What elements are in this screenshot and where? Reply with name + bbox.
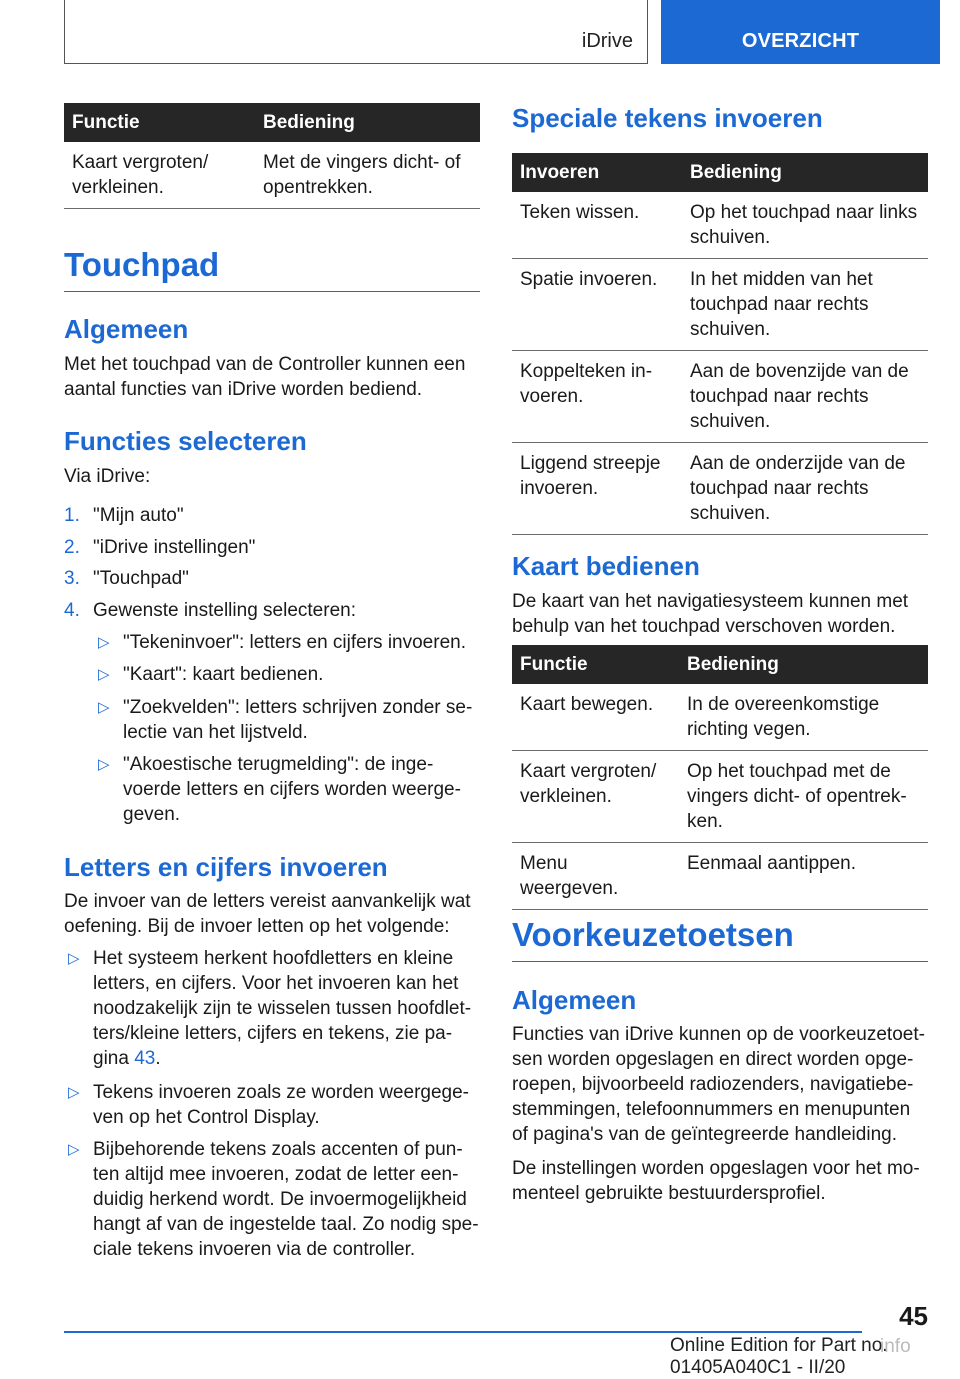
paragraph-via: Via iDrive: xyxy=(64,466,151,487)
table-header-row xyxy=(512,645,928,684)
table-cell: Op het touchpad met de vingers dicht- of opentrek- ken. xyxy=(679,751,928,843)
triangle-bullet-icon: ▷ xyxy=(68,1141,80,1158)
bullet-text: "Zoekvelden": letters schrijven zonder se- lectie van het lijstveld. xyxy=(123,697,473,743)
triangle-bullet-icon: ▷ xyxy=(68,950,80,967)
footer-site: info xyxy=(880,1336,911,1357)
table-cell: Teken wissen. xyxy=(512,192,682,259)
bullet-text-end: . xyxy=(155,1048,161,1069)
table-cell: Spatie invoeren. xyxy=(512,259,682,351)
paragraph-voorkeuze-2: De instellingen worden opgeslagen voor het mo- menteel gebruikte bestuurdersprofiel. xyxy=(512,1158,920,1204)
triangle-bullet-icon: ▷ xyxy=(98,666,110,683)
step-text: "Mijn auto" xyxy=(93,505,184,526)
table-cell: Op het touchpad naar links schuiven. xyxy=(682,192,928,259)
map-table xyxy=(512,645,928,910)
table-cell: Aan de bovenzijde van de touchpad naar rechts schuiven. xyxy=(682,351,928,443)
section-title: iDrive xyxy=(581,30,633,52)
heading-kaart-bedienen: Kaart bedienen xyxy=(512,551,700,581)
step-number: 3. xyxy=(64,568,80,589)
paragraph-algemeen: Met het touchpad van de Controller kunnen een aantal functies van iDrive worden bediend. xyxy=(64,354,466,400)
step-number: 2. xyxy=(64,537,80,558)
table-header-cell: Functie xyxy=(64,103,255,142)
bullet-text: Tekens invoeren zoals ze worden weergege- ven op het Control Display. xyxy=(93,1082,469,1128)
tab-overzicht-label: OVERZICHT xyxy=(741,30,860,52)
bullet-text: "Akoestische terugmelding": de inge- voerde letters en cijfers worden weerge- geven. xyxy=(123,754,461,825)
table-row xyxy=(512,351,928,443)
triangle-bullet-icon: ▷ xyxy=(68,1084,80,1101)
page-number: 45 xyxy=(899,1301,928,1331)
table-header-cell: Invoeren xyxy=(512,153,682,192)
table-row xyxy=(512,443,928,535)
table-row xyxy=(64,142,480,209)
step-text: Gewenste instelling selecteren: xyxy=(93,600,356,621)
paragraph-kaart: De kaart van het navigatiesysteem kunnen met behulp van het touchpad verschoven worden. xyxy=(512,591,909,637)
table-cell: Liggend streepje invoeren. xyxy=(512,443,682,535)
step-number: 4. xyxy=(64,600,80,621)
table-row xyxy=(512,751,928,843)
table-cell: In de overeenkomstige richting vegen. xyxy=(679,684,928,751)
bullet-text: Bijbehorende tekens zoals accenten of pun- ten altijd mee invoeren, zodat de letter een- duidig herkend wordt. De invoermogelijkheid hangt af van de ingestelde taal. Zo nodig spe- ciale tekens invoeren via de controller. xyxy=(93,1139,479,1260)
bullet-text xyxy=(93,946,480,1071)
paragraph-voorkeuze-1: Functies van iDrive kunnen op de voorkeuzetoet- sen worden opgeslagen en direct worden opge- roepen, bijvoorbeeld radiozenders, navigatiebe- stemmingen, telefoonnummers en menupunten of pagina's van de geïntegreerde handleiding. xyxy=(512,1024,925,1145)
heading-algemeen: Algemeen xyxy=(64,314,189,344)
table-header-cell: Functie xyxy=(512,645,679,684)
table-cell: Menu weergeven. xyxy=(512,843,679,910)
table-cell: Koppelteken in- voeren. xyxy=(512,351,682,443)
table-header-cell: Bediening xyxy=(682,153,928,192)
table-cell: In het midden van het touchpad naar rechts schuiven. xyxy=(682,259,928,351)
heading-functies-selecteren: Functies selecteren xyxy=(64,426,307,456)
table-header-cell: Bediening xyxy=(679,645,928,684)
step-text: "Touchpad" xyxy=(93,568,189,589)
step-text: "iDrive instellingen" xyxy=(93,537,256,558)
page-link[interactable]: 43 xyxy=(134,1048,156,1069)
table-cell: Aan de onderzijde van de touchpad naar rechts schuiven. xyxy=(682,443,928,535)
table-cell: Met de vingers dicht- of opentrekken. xyxy=(255,142,480,209)
triangle-bullet-icon: ▷ xyxy=(98,634,110,651)
triangle-bullet-icon: ▷ xyxy=(98,756,110,773)
footer-divider xyxy=(64,1331,862,1333)
heading-speciale-tekens: Speciale tekens invoeren xyxy=(512,103,823,133)
table-cell: Kaart vergroten/ verkleinen. xyxy=(512,751,679,843)
heading-algemeen-2: Algemeen xyxy=(512,985,637,1015)
heading-voorkeuzetoetsen: Voorkeuzetoetsen xyxy=(512,915,928,962)
table-row xyxy=(512,259,928,351)
bullet-text: "Tekeninvoer": letters en cijfers invoeren. xyxy=(123,632,466,653)
table-row xyxy=(512,684,928,751)
table-header-row xyxy=(64,103,480,142)
zoom-table xyxy=(64,103,480,209)
table-header-row xyxy=(512,153,928,192)
table-cell: Kaart vergroten/ verkleinen. xyxy=(64,142,255,209)
table-row xyxy=(512,843,928,910)
bullet-text: "Kaart": kaart bedienen. xyxy=(123,664,324,685)
table-row xyxy=(512,192,928,259)
table-cell: Kaart bewegen. xyxy=(512,684,679,751)
paragraph-letters: De invoer van de letters vereist aanvankelijk wat oefening. Bij de invoer letten op het volgende: xyxy=(64,891,471,937)
triangle-bullet-icon: ▷ xyxy=(98,699,110,716)
special-chars-table xyxy=(512,153,928,535)
step-number: 1. xyxy=(64,505,80,526)
tab-overzicht[interactable] xyxy=(661,0,940,64)
header-box xyxy=(64,0,648,64)
heading-touchpad: Touchpad xyxy=(64,245,480,292)
bullet-text-part: Het systeem herkent hoofdletters en kleine letters, en cijfers. Voor het invoeren kan het noodzakelijk zijn te wisselen tussen hoofdlet- ters/kleine letters, cijfers en tekens, zie pa- gina xyxy=(93,948,472,1069)
table-cell: Eenmaal aantippen. xyxy=(679,843,928,910)
footer-edition: Online Edition for Part no. 01405A040C1 - II/20 xyxy=(670,1335,888,1378)
table-header-cell: Bediening xyxy=(255,103,480,142)
heading-letters-cijfers: Letters en cijfers invoeren xyxy=(64,852,388,882)
